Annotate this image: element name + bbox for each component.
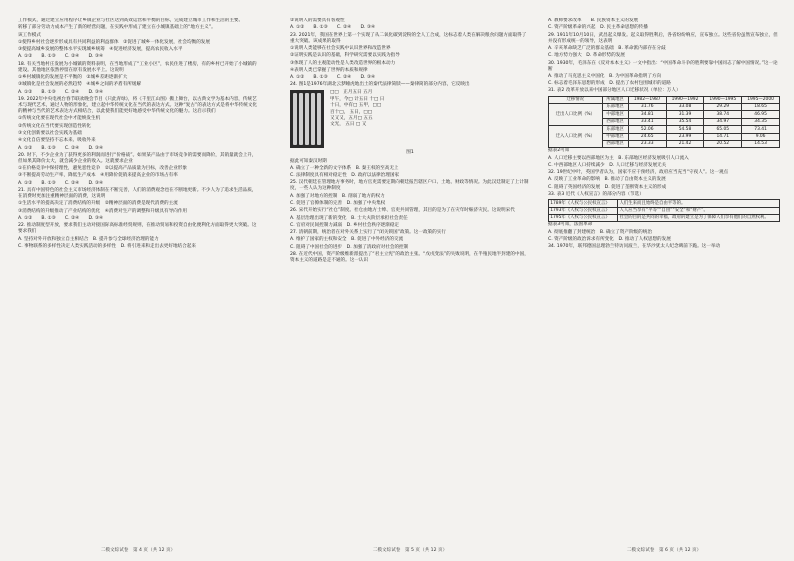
text-line: ①乡村城镇化的发展是不平衡的 ②城乡差距逐渐扩大	[18, 75, 128, 81]
table-cell: 9.06	[742, 133, 780, 140]
table-cell: 29.29	[704, 104, 742, 111]
table-cell: 1793年《人权与公民权宣言》	[549, 207, 618, 214]
text-line: A. 彻底推翻了封建统治 B. 确立了资产阶级的统治	[548, 229, 652, 235]
page-footer-3: 二模文综试卷 第 6 页（共 12 页）	[626, 548, 702, 553]
table-cell: 人们生来而且始终是自由平等的。	[618, 200, 780, 207]
text-line: 28. 在近代中国，资产阶级维新派提出了“君主立宪”的政治主张。“戊戌变法”的失败说明，在半殖民地半封建的中国，资本主义的道路是走不通的。这一认识	[290, 252, 529, 264]
text-line: A. ①② B. ①③ C. ②④ D. ③④	[18, 54, 104, 60]
text-line: ①生活水平的提高决定了消费结构的升级 ②精神层面的消费是现代消费的主流	[18, 201, 178, 207]
table-cell: 33.41	[628, 118, 666, 125]
text-line: C. 官府对民间控制力减弱 D. 乡村社会秩序逐渐稳定	[290, 222, 400, 228]
table-row	[549, 104, 780, 111]
transcription-line: 十日，中有□ 五甲，□□	[330, 103, 382, 109]
table-cell: 65.05	[704, 126, 742, 133]
text-line: 34. 1970年，联邦德国总理勃兰特访问波兰，在华沙犹太人纪念碑前下跪。这一举动	[548, 244, 721, 250]
text-line: ②传统文化在当代要实现创造性转化	[18, 123, 92, 129]
text-line: 27. 清朝前期，统治者在对外关系上实行了“闭关锁国”政策。这一政策的实行	[290, 230, 446, 236]
table-cell: 西部地区	[602, 140, 628, 147]
text-line: A. ①② B. ①③ C. ②④ D. ③④	[18, 180, 104, 186]
table-header-cell: 所属地区	[602, 96, 628, 103]
text-line: C. 阻碍了中国社会的进步 D. 加强了清政府对社会的控制	[290, 244, 409, 250]
text-line: C. 中西部地区人口持续减少 D. 人口迁移与经济发展无关	[548, 162, 667, 168]
text-line: C. 资产阶级的政治诉求有所变化 D. 推动了人权思想的发展	[548, 237, 671, 242]
text-line: A. 推动了马克思主义中国化 B. 为中国革命指明了方向	[548, 73, 662, 79]
table-cell: 1789年《人权与公民权宣言》	[549, 200, 618, 207]
text-line: 25. 汉代朝廷在管理地方事务时，地方官吏需要定期向朝廷报告辖区户口、土地、财政等情况。为此汉廷制定了上计制度，一些人认为这种制度	[290, 180, 529, 192]
text-line: 33. 表3 近代《人权宣言》的部分内容（节选）	[548, 192, 644, 198]
text-line: C. 促进了官僚体制的完善 D. 加强了中央集权	[290, 201, 386, 207]
table-cell: 中部地区	[602, 111, 628, 118]
text-line: A. 教师要求改革 B. 民族资本主义的发展	[548, 18, 639, 23]
transcription-line: 百十□， 五日，□□	[330, 109, 373, 115]
table-header-cell: 1990—1995	[704, 96, 742, 103]
table-cell: 52.06	[628, 126, 666, 133]
text-line: C. 标志着毛泽东思想的形成 D. 提出了农村包围城市的道路	[548, 81, 671, 87]
bamboo-slip-image	[290, 90, 324, 148]
table-row	[549, 200, 780, 207]
text-line: C. 阻碍了英国经济的发展 D. 促进了垄断资本主义的形成	[548, 184, 667, 190]
text-line: C. 地方势力强大 D. 革命形势的发展	[548, 53, 625, 59]
text-line: ④文化自信要坚持不忘本来、吸收外来	[18, 138, 96, 144]
table-header-cell: 1982—1987	[628, 96, 666, 103]
text-line: A. 辛亥革命缺乏广泛的群众基础 B. 革命派内部存在分歧	[548, 45, 666, 51]
table-row	[549, 215, 780, 222]
text-line: 30. 1930年，毛泽东在《反对本本主义》一文中指出：“中国革命斗争的胜利要靠中国同志了解中国情况。”这一论断	[548, 60, 778, 72]
table-cell: 24.65	[628, 133, 666, 140]
text-line: ③体现了人的主观能动性是人类改造世界的根本动力	[290, 60, 396, 66]
table-cell: 33.08	[666, 104, 704, 111]
text-line: 据此可知秦汉时期	[290, 158, 327, 164]
text-line: 据表2可知	[548, 148, 570, 154]
text-line: ③文化创新要以社会实践为基础	[18, 130, 82, 136]
text-line: A. 坚持对外开放和独立自主相结合 B. 提升参与全球经济治理的能力	[18, 236, 159, 242]
table-cell: 31.76	[628, 104, 666, 111]
text-line: A. ①② B. ①③ C. ②④ D. ③④	[290, 75, 376, 81]
text-line: 23. 2021年，我国在世界上第一个实现了从二氧化碳到淀粉的全人工合成，这标志着人类在解决粮食问题方面取得了重大突破。该成果的取得	[290, 32, 527, 44]
table-cell: 31.39	[666, 111, 704, 118]
text-line: 29. 1911年10月10日，武昌起义爆发。起义取得胜利后，各省纷纷响应，宣布独立。这些省份虽然宣布独立，但并没有形成统一的领导，这表明	[548, 32, 778, 44]
text-line: C. 法律制度具有相对稳定性 D. 政府以法律治理国家	[290, 173, 400, 179]
text-line: ①在价格竞争中保持理性，避免恶性竞争 ②以提高产品质量为目标，改善企业形象	[18, 166, 188, 172]
table-cell: 35.54	[666, 118, 704, 125]
table-cell: 14.53	[742, 140, 780, 147]
text-line: ③不断提高劳动生产率，降低生产成本 ④用降价促销来提高企业的市场占有率	[18, 173, 178, 179]
page-column-1	[18, 18, 258, 540]
table-cell: 34.97	[704, 118, 742, 125]
table-cell: 21.42	[666, 140, 704, 147]
table-cell: 23.99	[666, 133, 704, 140]
table-cell: 14.71	[704, 133, 742, 140]
text-line: A. ①② B. ①③ C. ②④ D. ③④	[290, 25, 376, 31]
table-row	[549, 207, 780, 214]
text-line: 20. 时下，不少企业为了获得更多的利润而进行“价格战”。如果某产品由于市场竞争的需要而降价，其销量就会上升，但如果其降价太大，就会减少企业的收入。这就要求企业	[18, 152, 257, 164]
text-line: A. 维护了国家的主权和安全 B. 促进了中外经济的交流	[290, 237, 404, 243]
table-cell: 东部地区	[602, 104, 628, 111]
table-cell: 46.95	[742, 111, 780, 118]
table-cell: 中部地区	[602, 133, 628, 140]
table-cell: 18.65	[742, 104, 780, 111]
table-cell: 34.35	[742, 118, 780, 125]
figure-transcription	[330, 90, 384, 128]
text-line: A. 加强了对地方的控制 B. 削弱了地方的权力	[290, 193, 385, 199]
text-line: 21. 具有中国特色的社会主义市场经济体制在不断完善，人们的消费观念也在不断地更新。不少人为了追求生活品质，在消费时更加注重精神层面的消费，这说明	[18, 188, 257, 200]
text-line: 该工作模式	[18, 32, 41, 38]
table-cell: 34.81	[628, 111, 666, 118]
text-line: 32. 19世纪中叶，英国学者认为，国家不应干预经济，政府应当充当“守夜人”。这一观点	[548, 170, 729, 176]
text-line: A. ①② B. ①③ C. ②④ D. ③④	[18, 145, 104, 151]
text-line: ①说明人类能够在社会实践中认识世界和改造世界	[290, 45, 391, 51]
text-line: ①使得乡村社会逐步形成具有共同利益的利益群体 ②促进了城乡一体化发展，社会均衡的发展	[18, 39, 210, 45]
table-cell: 西部地区	[602, 118, 628, 125]
text-line: A. 基层治理出现了新的变化 B. 士大夫阶层承担社会责任	[290, 215, 408, 221]
table-header-cell: 迁移情况	[549, 96, 603, 103]
table-cell: 73.41	[742, 126, 780, 133]
text-line: ④表明人类已掌握了世界的本质和规律	[290, 67, 368, 73]
transcription-line: 文光， 五日 □ 又	[330, 122, 367, 128]
text-line: A. 反映了工业革命的影响 B. 推动了自由资本主义的发展	[548, 177, 666, 183]
table-cell: 54.58	[666, 126, 704, 133]
table-cell: 20.52	[704, 140, 742, 147]
text-line: 据表3可知，法国革命	[548, 222, 593, 228]
page-column-2	[290, 18, 530, 540]
text-line: ③使提高城乡发展的整体水平实现城乡统筹 ④促进经济发展，提高农民收入水平	[18, 47, 183, 53]
table-header-cell: 1995—2000	[742, 96, 780, 103]
text-line: A. ①② B. ①③ C. ②④ D. ③④	[18, 215, 104, 221]
text-line: A. 人口迁移主要以西部地区为主 B. 东部地区经济发展吸引人口流入	[548, 155, 689, 161]
text-line: 26. 宋代开始实行“社仓”制度。社仓由地方士绅、官吏共同管理，其目的是为了在灾年时赈济灾民。这说明宋代	[290, 208, 515, 214]
table-cell: 迁入人口比例（%）	[549, 126, 603, 148]
table-cell: 迁出人口比例（%）	[549, 104, 603, 126]
table-cell: 38.74	[704, 111, 742, 118]
table-cell: 23.33	[628, 140, 666, 147]
text-line: ③消费结构的升级推动了产业结构的优化 ④消费对生产的调整和升级具有导向作用	[18, 208, 188, 214]
table-cell: 社会的目的是共同的幸福，政府的建立是为了保障人们享有他们的自然权利。	[618, 215, 780, 222]
text-line: 工作模式，通过建立应用程序让乡镇企业与社区达到高效运营和平衡的目标，完成建立城市工作和生活的主要。	[18, 18, 244, 23]
page-footer-2: 二模文综试卷 第 5 页（共 12 页）	[372, 548, 448, 553]
page-footer-1: 二模文综试卷 第 4 页（共 12 页）	[100, 548, 176, 553]
page-column-3	[548, 18, 780, 540]
text-line: C. 事物联系的多样性决定人类实践活动的多样性 D. 将引进来和走出去更好地结合起来	[18, 243, 196, 249]
text-line: 18. 有关当地村庄发展为小城镇的资料表明，在当地形成了“工业小区”，农民住进了楼房，有的乡村已开始了小城镇的建设。其他地区依然停留在原有发展水平上。这说明	[18, 61, 257, 73]
text-line: ②证明实践是认识的基础，科学研究需要以实践为指导	[290, 53, 400, 59]
rights-declaration-table	[548, 199, 780, 222]
text-line: 31. 表2 改革开放以来中国部分地区人口迁移状况（单位：万人）	[548, 88, 681, 94]
text-line: 19. 2022年中央电视台春节联欢晚会节目《只此青绿》，将《千里江山图》搬上舞台，以古典文学为基本内容，传统艺术与现代艺术，通过人物的形象化，建立起中华传统文化在当代的表达方式。这种“复古”的表达方式是将中华传统文化的精神与当代的艺术表达方式相结合，以此使我们能更好地感受中华传统文化的魅力。这启示我们	[18, 96, 258, 115]
table-cell: 东部地区	[602, 126, 628, 133]
transcription-line: 又又又，五月□ 五五	[330, 116, 373, 122]
migration-table	[548, 96, 780, 149]
text-line: 转移了部分劳动力成本产生了新的经营问题，在实践中形成了建立在小城镇基础上的“地方主义”。	[18, 25, 216, 31]
table-row	[549, 126, 780, 133]
text-line: A. 确立了一种全新的文字体系 B. 秦王权的至高无上	[290, 165, 399, 171]
table-cell: 人人应当享有“平等”“自由”“安全”和“财产”。	[618, 207, 780, 214]
transcription-line: 甲午，今□ 计五日 十□ 日	[330, 96, 385, 102]
text-line: C. 资产阶级革命的兴起 D. 民主革命思想的传播	[548, 25, 648, 31]
text-line: ③城镇化是社会发展的必然趋势 ④城乡之间的矛盾有所缓解	[18, 82, 142, 88]
text-line: 24. 图1是1976年湖北云梦睡虎地出土的秦代法律简牍——秦律简的部分内容，它反映出	[290, 82, 470, 88]
bamboo-slip-figure	[290, 90, 530, 148]
figure-caption: 图1	[406, 150, 414, 156]
text-line: ②说明人的需要具有客观性	[290, 18, 345, 23]
text-line: A. ①② B. ①③ C. ②④ D. ③④	[18, 89, 104, 95]
transcription-line: □□ 正月五日 五月	[330, 90, 373, 96]
table-header-cell: 1990—1992	[666, 96, 704, 103]
table-cell: 1795年《人权与公民权宣言》	[549, 215, 618, 222]
text-line: 22. 推动制度型开放，要求我们主动对接国际高标准经贸规则，在推动贸易和投资自由化便利化方面取得更大突破。这要求我们	[18, 223, 257, 235]
text-line: ①传统文化要在现代社会中才能焕发生机	[18, 116, 101, 122]
